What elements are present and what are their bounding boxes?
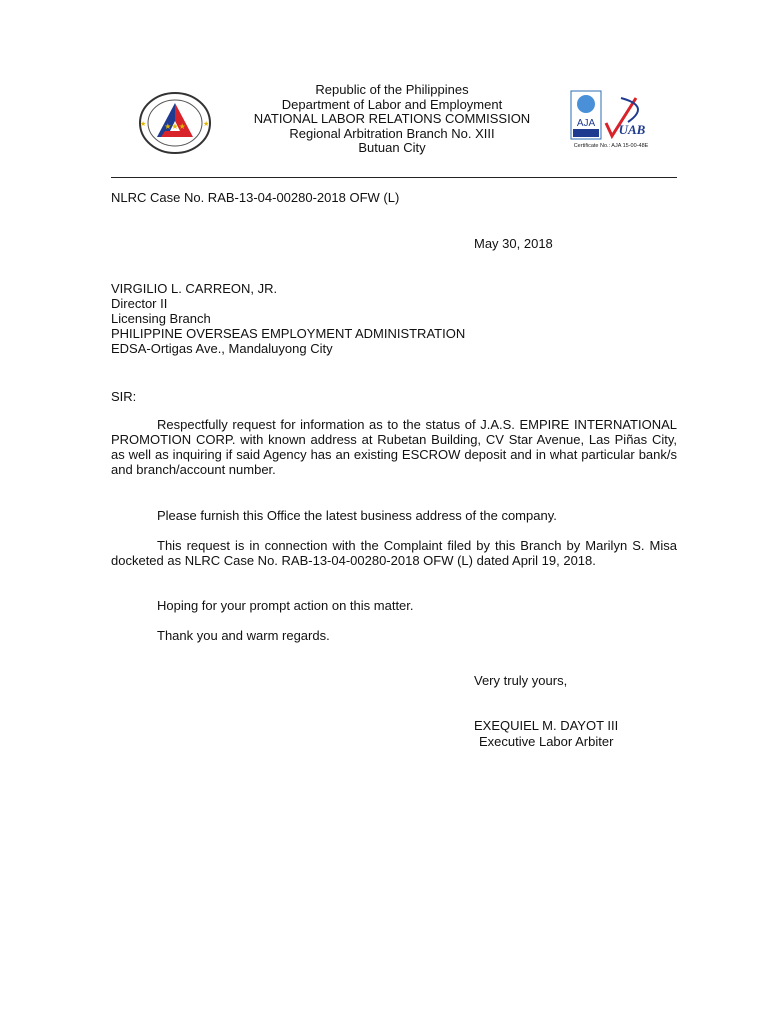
certification-logo xyxy=(566,88,656,150)
header-line: Butuan City xyxy=(358,140,426,156)
svg-text:★★★: ★★★ xyxy=(164,122,186,131)
case-number: NLRC Case No. RAB-13-04-00280-2018 OFW (L) xyxy=(111,190,400,205)
body-paragraph: Thank you and warm regards. xyxy=(157,628,330,643)
svg-text:★: ★ xyxy=(203,121,210,128)
recipient-position: Director II xyxy=(111,296,168,311)
letterhead xyxy=(200,83,584,156)
recipient-name: VIRGILIO L. CARREON, JR. xyxy=(111,281,278,296)
letter-date: May 30, 2018 xyxy=(474,236,553,251)
header-line: NATIONAL LABOR RELATIONS COMMISSION xyxy=(253,111,531,127)
body-paragraph: This request is in connection with the Complaint filed by this Branch by Marilyn S. Misa docketed as NLRC Case No. RAB-13-04-00280-2018 OFW (L) dated April 19, 2018. xyxy=(111,538,677,568)
recipient-block xyxy=(111,281,465,356)
closing: Very truly yours, xyxy=(474,673,568,688)
salutation: SIR: xyxy=(111,389,137,404)
body-paragraph: Hoping for your prompt action on this matter. xyxy=(157,598,414,613)
certificate-number: Certificate No.: AJA 15-00-48E xyxy=(573,143,649,149)
header-line: Regional Arbitration Branch No. XIII xyxy=(289,125,495,141)
signatory-title: Executive Labor Arbiter xyxy=(479,734,614,749)
signatory-name: EXEQUIEL M. DAYOT III xyxy=(474,718,619,733)
header-line: Department of Labor and Employment xyxy=(281,96,503,112)
header-divider xyxy=(111,177,677,178)
header-line: Republic of the Philippines xyxy=(315,82,469,97)
svg-text:★: ★ xyxy=(140,121,147,128)
body-paragraph: Please furnish this Office the latest business address of the company. xyxy=(157,508,557,523)
uab-text: UAB xyxy=(618,122,646,137)
body-paragraph: Respectfully request for information as to the status of J.A.S. EMPIRE INTERNATIONAL PROMOTION CORP. with known address at Rubetan Building, CV Star Avenue, Las Piñas City, as well as inquiring if said Agency has an existing ESCROW deposit and in what particular bank/s and branch/account number. xyxy=(111,417,677,477)
aja-text: AJA xyxy=(576,118,596,129)
recipient-branch: Licensing Branch xyxy=(111,311,211,326)
recipient-agency: PHILIPPINE OVERSEAS EMPLOYMENT ADMINISTRATION xyxy=(111,326,466,341)
recipient-address: EDSA-Ortigas Ave., Mandaluyong City xyxy=(111,341,333,356)
